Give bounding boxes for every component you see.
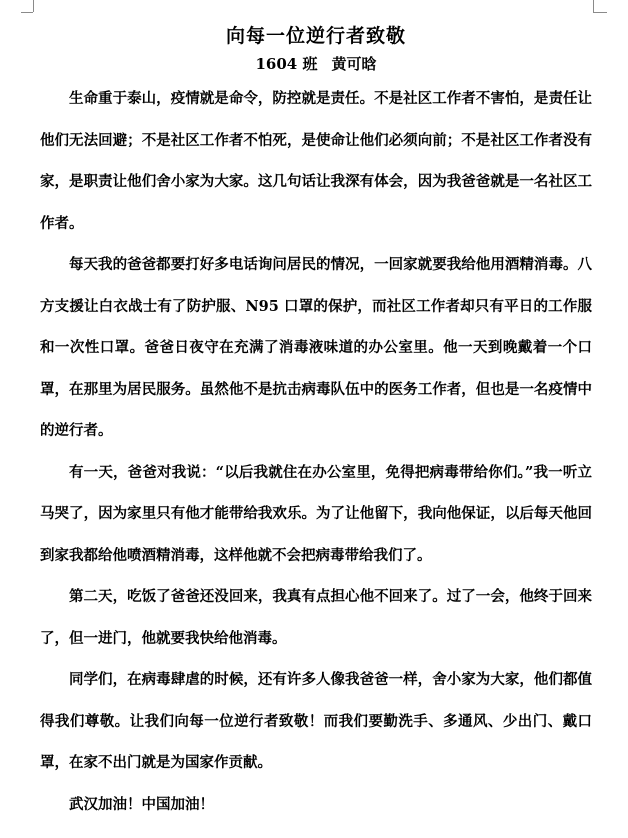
paragraph-2: 每天我的爸爸都要打好多电话询问居民的情况，一回家就要我给他用酒精消毒。八方支援让白衣战士有了防护服、N95 口罩的保护，而社区工作者却只有平日的工作服和一次性口罩。爸爸日夜守在充满了消毒液味道的办公室里。他一天到晚戴着一个口罩，在那里为居民服务。虽然他不是抗击病毒队伍中的医务工作者，但也是一名疫情中的逆行者。 — [40, 256, 592, 439]
author-name: 黄可晗 — [331, 55, 377, 73]
crop-mark-top-right-horizontal — [593, 12, 607, 13]
document-title: 向每一位逆行者致敬 — [225, 25, 406, 47]
crop-mark-top-right-vertical — [593, 0, 594, 12]
paragraph-3: 有一天，爸爸对我说：“以后我就住在办公室里，免得把病毒带给你们。”我一听立马哭了，因为家里只有他才能带给我欢乐。为了让他留下，我向他保证，以后每天他回到家我都给他喷酒精消毒，这样他就不会把病毒带给我们了。 — [40, 463, 592, 564]
paragraph-6: 武汉加油！中国加油！ — [69, 795, 214, 813]
paragraph-1: 生命重于泰山，疫情就是命令，防控就是责任。不是社区工作者不害怕，是责任让他们无法回避；不是社区工作者不怕死，是使命让他们必须向前；不是社区工作者没有家，是职责让他们舍小家为大家。这几句话让我深有体会，因为我爸爸就是一名社区工作者。 — [40, 90, 592, 232]
crop-mark-top-left-horizontal — [21, 12, 33, 13]
paragraph-4: 第二天，吃饭了爸爸还没回来，我真有点担心他不回来了。过了一会，他终于回来了，但一进门，他就要我快给他消毒。 — [40, 588, 592, 647]
document-page — [40, 22, 592, 825]
crop-mark-top-left-vertical — [33, 0, 34, 12]
class-label: 1604 班 — [255, 55, 318, 73]
paragraph-5: 同学们，在病毒肆虐的时候，还有许多人像我爸爸一样，舍小家为大家，他们都值得我们尊敬。让我们向每一位逆行者致敬！而我们要勤洗手、多通风、少出门、戴口罩，在家不出门就是为国家作贡献。 — [40, 671, 592, 771]
byline — [40, 52, 592, 76]
